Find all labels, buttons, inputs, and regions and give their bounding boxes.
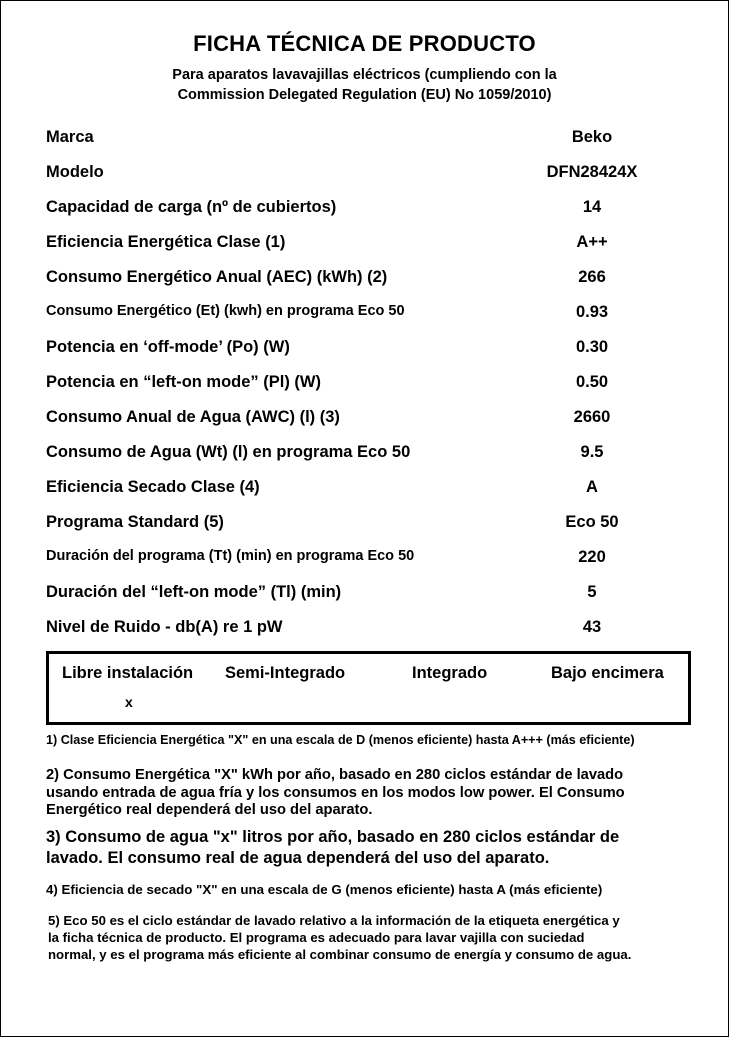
footnote-4: 4) Eficiencia de secado "X" en una escala de G (menos eficiente) hasta A (más eficiente): [46, 882, 603, 897]
footnote-3-line: lavado. El consumo real de agua dependerá del uso del aparato.: [46, 849, 550, 867]
spec-label: Eficiencia Energética Clase (1): [46, 233, 286, 251]
spec-value: 0.30: [575, 338, 609, 356]
spec-row-duracion-left-on: [46, 583, 706, 613]
spec-value: 2660: [573, 408, 611, 426]
footnote-2-line: Energético real dependerá del uso del aparato.: [46, 802, 373, 818]
spec-value: 43: [582, 618, 602, 636]
spec-label: Marca: [46, 128, 94, 146]
spec-label: Consumo Energético Anual (AEC) (kWh) (2): [46, 268, 388, 286]
footnote-3-line: 3) Consumo de agua "x" litros por año, basado en 280 ciclos estándar de: [46, 828, 620, 846]
spec-label: Consumo de Agua (Wt) (l) en programa Eco 50: [46, 443, 411, 461]
footnote-5-line: normal, y es el programa más eficiente al combinar consumo de energía y consumo de agua.: [48, 947, 632, 962]
spec-row-left-on-mode: [46, 373, 706, 403]
spec-row-consumo-agua-eco50: [46, 443, 706, 473]
spec-label: Potencia en “left-on mode” (Pl) (W): [46, 373, 321, 391]
spec-value: Beko: [571, 128, 613, 146]
spec-value: Eco 50: [565, 513, 619, 531]
install-option-integrado: Integrado: [412, 664, 488, 682]
spec-label: Consumo Energético (Et) (kwh) en programa Eco 50: [46, 303, 405, 319]
subtitle-line-2: Commission Delegated Regulation (EU) No 1059/2010): [177, 87, 552, 103]
spec-value: 14: [582, 198, 602, 216]
spec-value: 0.50: [575, 373, 609, 391]
spec-row-consumo-agua-anual: [46, 408, 706, 438]
spec-row-eficiencia-energetica: [46, 233, 706, 263]
spec-value: 220: [578, 548, 606, 566]
install-option-bajo-encimera: Bajo encimera: [551, 664, 664, 682]
spec-row-consumo-eco50: [46, 303, 706, 333]
spec-value: 266: [578, 268, 606, 286]
spec-value: 5: [587, 583, 597, 601]
spec-label: Programa Standard (5): [46, 513, 224, 531]
spec-value: 9.5: [580, 443, 604, 461]
spec-row-consumo-anual: [46, 268, 706, 298]
footnote-5: [48, 912, 631, 963]
spec-value: A: [586, 478, 598, 496]
spec-row-duracion-programa: [46, 548, 706, 578]
spec-label: Capacidad de carga (nº de cubiertos): [46, 198, 337, 216]
spec-label: Duración del programa (Tt) (min) en programa Eco 50: [46, 548, 415, 564]
install-option-libre: Libre instalación: [62, 664, 194, 682]
spec-row-modelo: [46, 163, 706, 193]
spec-label: Consumo Anual de Agua (AWC) (l) (3): [46, 408, 340, 426]
spec-label: Potencia en ‘off-mode’ (Po) (W): [46, 338, 290, 356]
spec-label: Eficiencia Secado Clase (4): [46, 478, 260, 496]
spec-value: 0.93: [575, 303, 609, 321]
installation-type-box: [46, 651, 691, 725]
footnote-1: 1) Clase Eficiencia Energética "X" en una escala de D (menos eficiente) hasta A+++ (más eficiente): [46, 733, 635, 747]
subtitle-line-1: Para aparatos lavavajillas eléctricos (cumpliendo con la: [172, 67, 557, 83]
install-option-semi-integrado: Semi-Integrado: [225, 664, 346, 682]
footnote-2-line: 2) Consumo Energética "X" kWh por año, basado en 280 ciclos estándar de lavado: [46, 767, 624, 783]
footnote-3: [46, 827, 619, 869]
spec-row-programa-standard: [46, 513, 706, 543]
footnote-2-line: usando entrada de agua fría y los consumos en los modos low power. El Consumo: [46, 784, 625, 801]
spec-row-nivel-ruido: [46, 618, 706, 648]
spec-label: Nivel de Ruido - db(A) re 1 pW: [46, 618, 283, 636]
spec-label: Modelo: [46, 163, 104, 181]
spec-row-off-mode: [46, 338, 706, 368]
spec-row-marca: [46, 128, 706, 158]
page-title: FICHA TÉCNICA DE PRODUCTO: [193, 31, 536, 56]
spec-value: DFN28424X: [546, 163, 638, 181]
spec-value: A++: [576, 233, 608, 251]
footnote-2: [46, 767, 625, 820]
footnote-5-line: la ficha técnica de producto. El programa es adecuado para lavar vajilla con suciedad: [48, 930, 585, 945]
spec-row-capacidad: [46, 198, 706, 228]
spec-row-eficiencia-secado: [46, 478, 706, 508]
spec-label: Duración del “left-on mode” (Tl) (min): [46, 583, 342, 601]
footnote-5-line: 5) Eco 50 es el ciclo estándar de lavado relativo a la información de la etiqueta energética y: [48, 913, 620, 928]
install-selected-mark: x: [125, 694, 133, 710]
